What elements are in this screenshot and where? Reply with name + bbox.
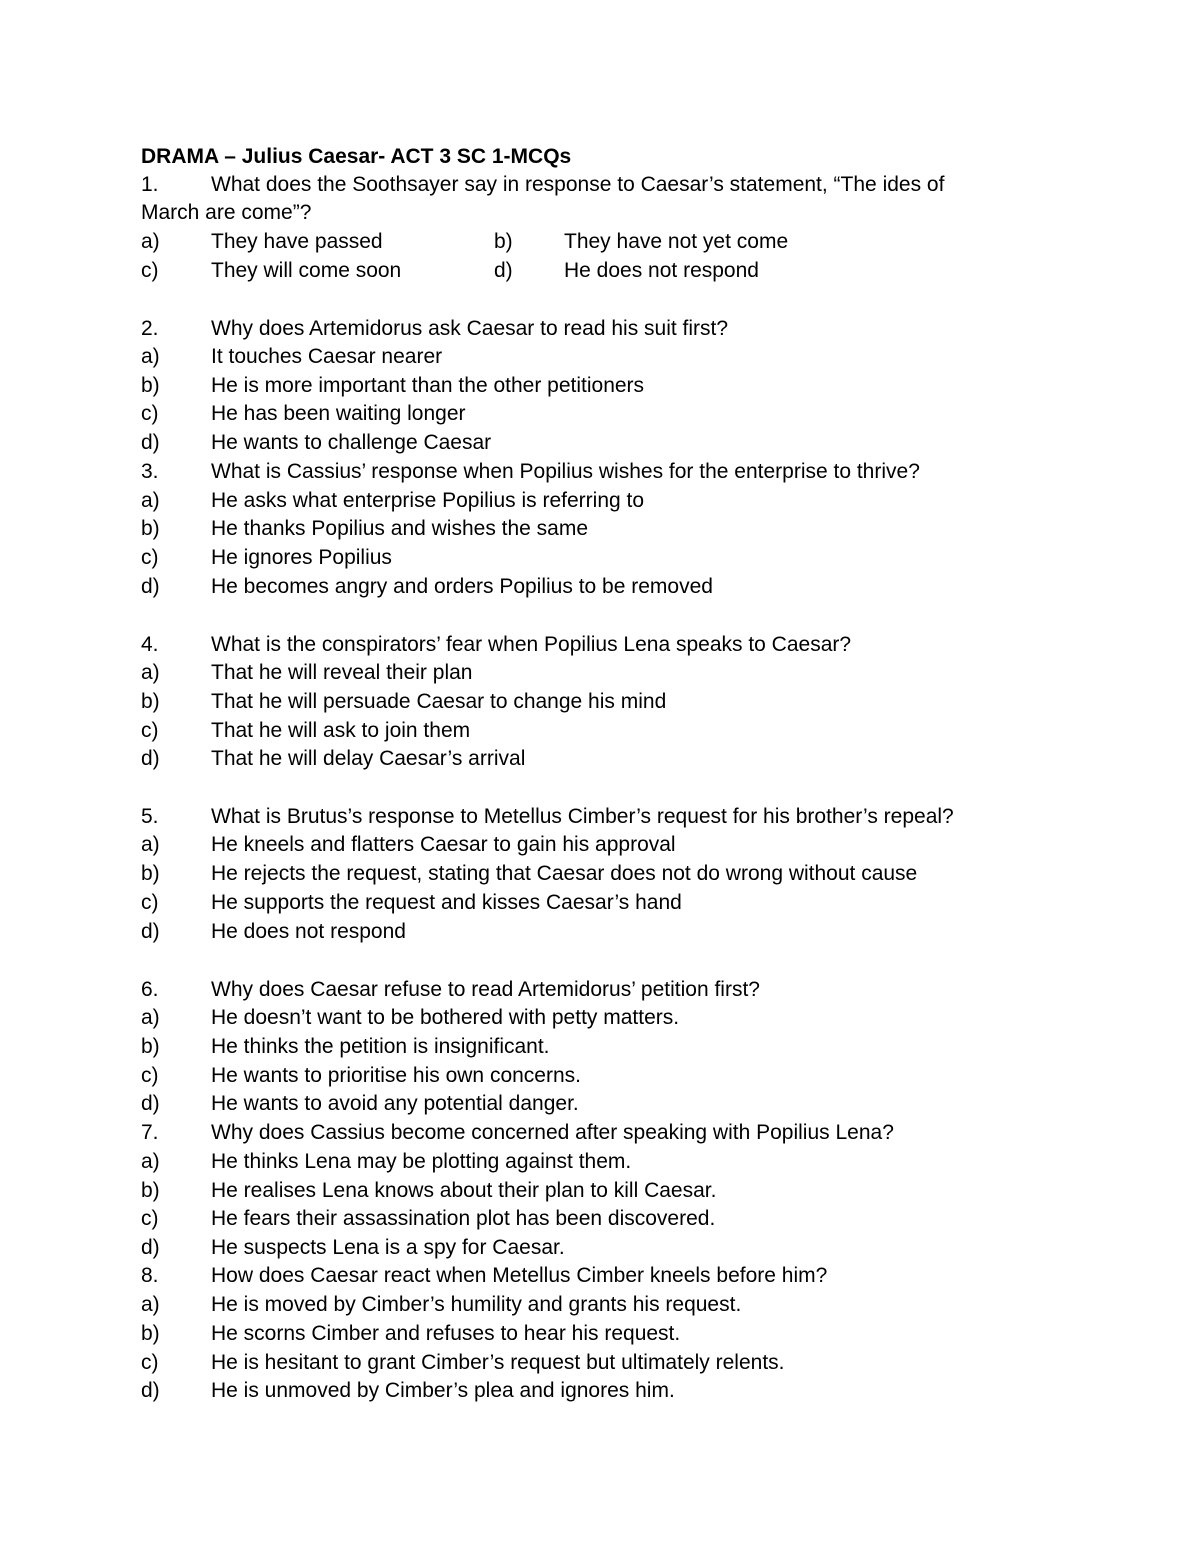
- option-7a: [141, 1148, 631, 1176]
- option-4d: [141, 745, 525, 773]
- question-number: 1.: [141, 173, 159, 196]
- option-5d: [141, 918, 406, 946]
- option-1b: [494, 228, 788, 256]
- option-label: d): [141, 1379, 160, 1402]
- option-text: That he will delay Caesar’s arrival: [211, 747, 526, 770]
- option-text: He does not respond: [211, 920, 406, 943]
- option-text: He is moved by Cimber’s humility and grants his request.: [211, 1293, 742, 1316]
- option-6d: [141, 1090, 579, 1118]
- option-label: a): [141, 345, 160, 368]
- option-text: They have not yet come: [564, 230, 789, 253]
- option-5b: [141, 860, 917, 888]
- option-label: b): [141, 1179, 160, 1202]
- question-number: 2.: [141, 317, 159, 340]
- question-text: Why does Artemidorus ask Caesar to read his suit first?: [211, 317, 729, 340]
- option-label: a): [141, 661, 160, 684]
- question-1-continuation: March are come”?: [141, 201, 312, 224]
- question-6: [141, 976, 760, 1004]
- option-text: He supports the request and kisses Caesar’s hand: [211, 891, 682, 914]
- option-text: They will come soon: [211, 259, 402, 282]
- option-3d: [141, 573, 713, 601]
- question-4: [141, 631, 851, 659]
- option-1a: [141, 228, 383, 256]
- option-text: He becomes angry and orders Popilius to be removed: [211, 575, 713, 598]
- option-8c: [141, 1349, 785, 1377]
- option-label: b): [494, 230, 513, 253]
- question-number: 8.: [141, 1264, 159, 1287]
- option-label: b): [141, 517, 160, 540]
- question-1: [141, 171, 944, 199]
- option-text: He wants to prioritise his own concerns.: [211, 1064, 581, 1087]
- question-number: 6.: [141, 978, 159, 1001]
- question-text: Why does Caesar refuse to read Artemidorus’ petition first?: [211, 978, 760, 1001]
- option-label: d): [141, 431, 160, 454]
- question-text: What is the conspirators’ fear when Popilius Lena speaks to Caesar?: [211, 633, 852, 656]
- option-text: He thinks the petition is insignificant.: [211, 1035, 550, 1058]
- option-text: He asks what enterprise Popilius is referring to: [211, 489, 645, 512]
- option-4c: [141, 717, 470, 745]
- option-label: a): [141, 833, 160, 856]
- option-label: c): [141, 891, 159, 914]
- question-8: [141, 1262, 827, 1290]
- option-text: He thanks Popilius and wishes the same: [211, 517, 589, 540]
- question-2: [141, 315, 728, 343]
- option-text: He is more important than the other petitioners: [211, 374, 645, 397]
- option-2d: [141, 429, 491, 457]
- option-label: c): [141, 546, 159, 569]
- option-6b: [141, 1033, 550, 1061]
- option-label: c): [141, 719, 159, 742]
- option-6c: [141, 1062, 581, 1090]
- option-label: a): [141, 1150, 160, 1173]
- option-label: a): [141, 489, 160, 512]
- option-2c: [141, 400, 466, 428]
- question-text: What is Brutus’s response to Metellus Cimber’s request for his brother’s repeal?: [211, 805, 954, 828]
- option-label: b): [141, 1035, 160, 1058]
- option-text: He is hesitant to grant Cimber’s request but ultimately relents.: [211, 1351, 785, 1374]
- option-label: c): [141, 259, 159, 282]
- question-number: 4.: [141, 633, 159, 656]
- option-text: He ignores Popilius: [211, 546, 392, 569]
- question-text: Why does Cassius become concerned after speaking with Popilius Lena?: [211, 1121, 894, 1144]
- question-text: What is Cassius’ response when Popilius wishes for the enterprise to thrive?: [211, 460, 920, 483]
- option-7b: [141, 1177, 716, 1205]
- question-5: [141, 803, 954, 831]
- option-label: a): [141, 1293, 160, 1316]
- option-8d: [141, 1377, 675, 1405]
- option-text: He suspects Lena is a spy for Caesar.: [211, 1236, 565, 1259]
- option-text: He scorns Cimber and refuses to hear his request.: [211, 1322, 681, 1345]
- option-text: He has been waiting longer: [211, 402, 466, 425]
- option-3c: [141, 544, 392, 572]
- option-label: c): [141, 1207, 159, 1230]
- option-label: b): [141, 1322, 160, 1345]
- option-4b: [141, 688, 666, 716]
- question-number: 5.: [141, 805, 159, 828]
- option-2b: [141, 372, 644, 400]
- option-text: He does not respond: [564, 259, 759, 282]
- option-6a: [141, 1004, 679, 1032]
- option-label: b): [141, 690, 160, 713]
- option-text: It touches Caesar nearer: [211, 345, 443, 368]
- question-text: What does the Soothsayer say in response to Caesar’s statement, “The ides of: [211, 173, 945, 196]
- option-7c: [141, 1205, 715, 1233]
- option-label: d): [494, 259, 513, 282]
- option-1c: [141, 257, 401, 285]
- option-label: a): [141, 230, 160, 253]
- option-text: That he will reveal their plan: [211, 661, 473, 684]
- question-text: How does Caesar react when Metellus Cimber kneels before him?: [211, 1264, 828, 1287]
- option-text: He wants to avoid any potential danger.: [211, 1092, 579, 1115]
- option-text: He fears their assassination plot has been discovered.: [211, 1207, 716, 1230]
- option-text: He realises Lena knows about their plan to kill Caesar.: [211, 1179, 717, 1202]
- question-3: [141, 458, 920, 486]
- option-label: b): [141, 862, 160, 885]
- question-number: 3.: [141, 460, 159, 483]
- document-title: DRAMA – Julius Caesar- ACT 3 SC 1-MCQs: [141, 145, 572, 168]
- question-number: 7.: [141, 1121, 159, 1144]
- option-text: That he will ask to join them: [211, 719, 471, 742]
- option-text: He kneels and flatters Caesar to gain his approval: [211, 833, 676, 856]
- option-2a: [141, 343, 442, 371]
- option-label: c): [141, 1351, 159, 1374]
- option-3a: [141, 487, 644, 515]
- option-label: b): [141, 374, 160, 397]
- option-label: d): [141, 747, 160, 770]
- option-text: He doesn’t want to be bothered with petty matters.: [211, 1006, 680, 1029]
- option-text: He wants to challenge Caesar: [211, 431, 492, 454]
- option-label: c): [141, 402, 159, 425]
- option-4a: [141, 659, 472, 687]
- option-text: They have passed: [211, 230, 383, 253]
- option-text: That he will persuade Caesar to change his mind: [211, 690, 667, 713]
- option-text: He is unmoved by Cimber’s plea and ignores him.: [211, 1379, 675, 1402]
- question-7: [141, 1119, 894, 1147]
- option-label: d): [141, 1236, 160, 1259]
- option-1d: [494, 257, 759, 285]
- option-text: He rejects the request, stating that Caesar does not do wrong without cause: [211, 862, 918, 885]
- option-label: d): [141, 920, 160, 943]
- option-8a: [141, 1291, 741, 1319]
- option-5a: [141, 831, 676, 859]
- option-label: a): [141, 1006, 160, 1029]
- option-5c: [141, 889, 682, 917]
- option-7d: [141, 1234, 565, 1262]
- option-label: d): [141, 1092, 160, 1115]
- option-label: c): [141, 1064, 159, 1087]
- option-8b: [141, 1320, 680, 1348]
- option-label: d): [141, 575, 160, 598]
- option-text: He thinks Lena may be plotting against them.: [211, 1150, 632, 1173]
- option-3b: [141, 515, 588, 543]
